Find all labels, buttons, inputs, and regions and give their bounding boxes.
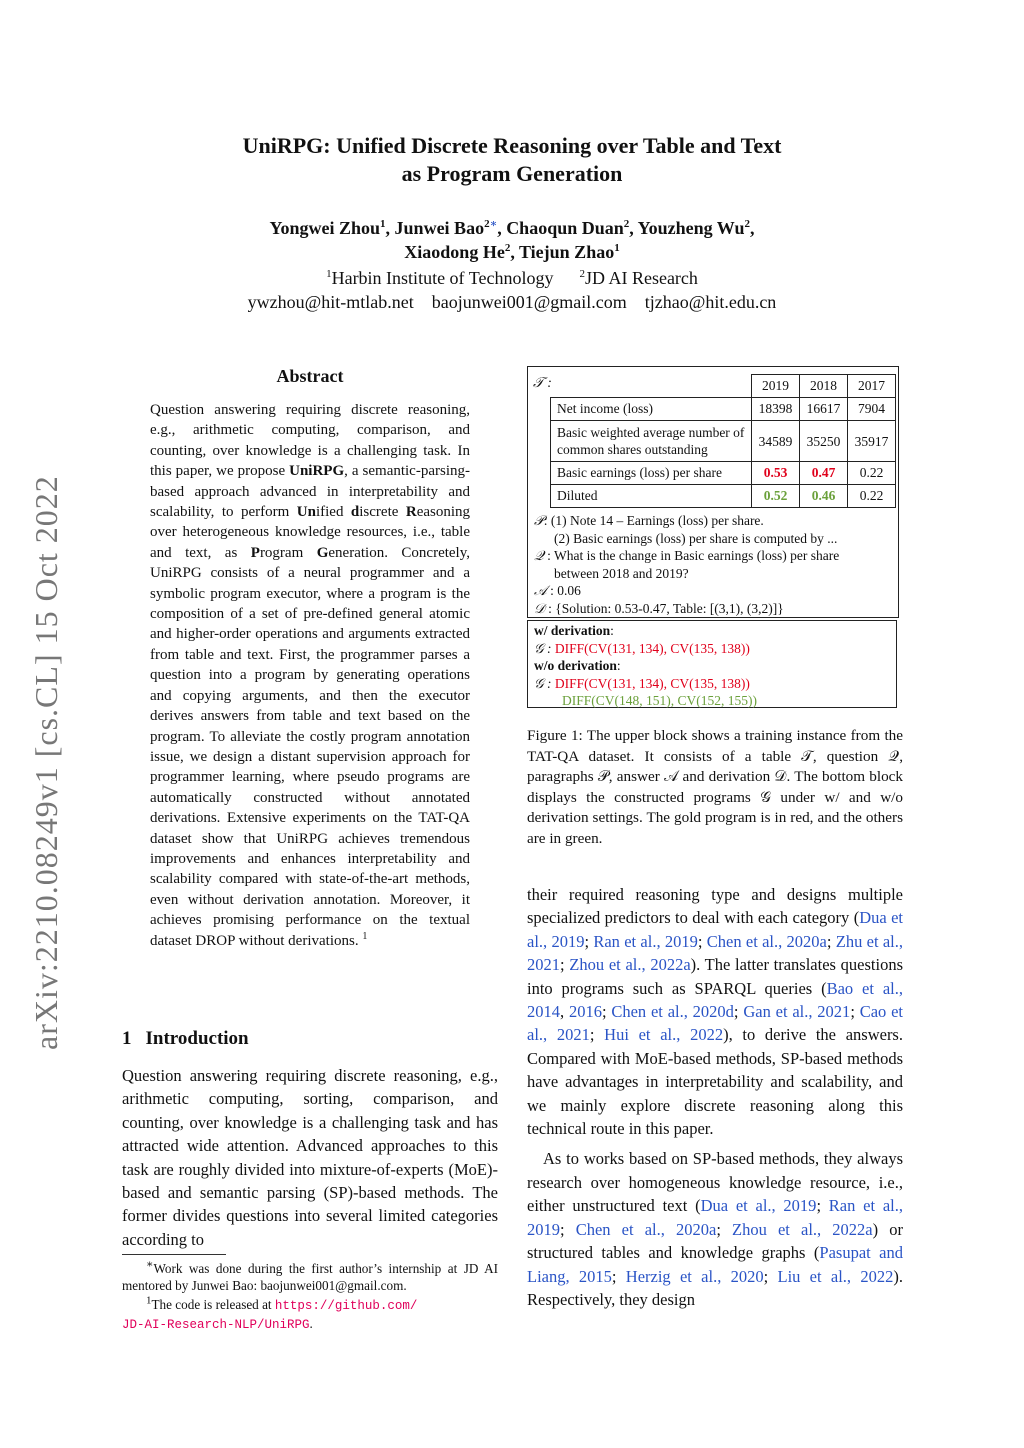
arxiv-sidebar: arXiv:2210.08249v1 [cs.CL] 15 Oct 2022 (28, 475, 64, 1050)
gold-program: DIFF(CV(131, 134), CV(135, 138)) (554, 675, 750, 691)
author: Junwei Bao (394, 218, 485, 238)
author-separator: , (385, 218, 395, 238)
financial-table (550, 374, 896, 508)
alt-value: 0.46 (800, 485, 848, 508)
author-affiliation-mark: 2 (623, 218, 630, 230)
right-column-text (527, 883, 903, 1311)
abstract-heading: Abstract (276, 366, 344, 386)
intro-paragraph: Question answering requiring discrete reasoning, e.g., arithmetic computing, sorting, comparison, and counting, over knowledge is a challenging task and has attracted wide attention. Advanced approaches to this task are roughly divided into mixture-of-experts (MoE)-based and semantic parsing (SP)-based methods. The former divides questions into several limited categories according to (122, 1066, 498, 1249)
citation-link[interactable]: 2016 (568, 1002, 602, 1022)
citation-link[interactable]: Zhou et al., 2022a (732, 1219, 873, 1239)
author: Tiejun Zhao (519, 242, 615, 262)
citation-link[interactable]: Gan et al., 2021 (743, 1002, 851, 1022)
citation-link[interactable]: Liu et al., 2022 (777, 1266, 894, 1286)
affiliation: JD AI Research (584, 268, 698, 288)
table-row: Basic earnings (loss) per share 0.53 0.47 0.22 (551, 462, 896, 485)
citation-link[interactable]: Chen et al., 2020a (575, 1219, 717, 1239)
footnote-rule (122, 1254, 226, 1255)
author-emails (0, 290, 1024, 314)
figure-meta: 𝒫: (1) Note 14 – Earnings (loss) per share. (2) Basic earnings (loss) per share is computed by ... 𝒬 : What is the change in Basic earnings (loss) per share between 2018 and 2019? 𝒜 : 0.06 𝒟 : {Solution: 0.53-0.47, Table: [(3,1), (3,2)]} (534, 513, 840, 616)
gold-program: DIFF(CV(131, 134), CV(135, 138)) (554, 640, 750, 656)
citation-link[interactable]: Hui et al., 2022 (604, 1025, 724, 1045)
author-affiliation-mark: 2 (504, 242, 511, 254)
citation-link[interactable]: Bao et al., 2014 (527, 978, 903, 1022)
author-affiliation-mark: 1 (380, 218, 386, 230)
author-separator: , (749, 218, 755, 238)
author-affiliation-mark: 2 (744, 218, 750, 230)
email: tjzhao@hit.edu.cn (644, 292, 777, 312)
author-separator: , (497, 218, 507, 238)
footnote-mark: 1 (362, 930, 368, 942)
author-separator: , (629, 218, 638, 238)
table-header-row (551, 375, 896, 398)
gold-value: 0.47 (800, 462, 848, 485)
paragraph: As to works based on SP-based methods, they always research over homogeneous knowledge resource, i.e., either unstructured text (Dua et al., 2019; Ran et al., 2019; Chen et al., 2020a; Zhou et al., 2022a) or structured tables and knowledge graphs (Pasupat and Liang, 2015; Herzig et al., 2020; Liu et al., 2022). Respectively, they design (527, 1149, 904, 1309)
citation-link[interactable]: Ran et al., 2019 (527, 1196, 903, 1239)
citation-link[interactable]: Zhou et al., 2022a (569, 955, 691, 975)
citation-link[interactable]: Zhu et al., 2021 (527, 931, 903, 975)
author: Youzheng Wu (637, 218, 745, 238)
citation-link[interactable]: Herzig et al., 2020 (625, 1266, 764, 1286)
citation-link[interactable]: Ran et al., 2019 (593, 931, 698, 951)
paragraph: their required reasoning type and designs multiple specialized predictors to deal with each category (Dua et al., 2019; Ran et al., 2019; Chen et al., 2020a; Zhu et al., 2021; Zhou et al., 2022a). The latter translates questions into programs such as SPARQL queries (Bao et al., 2014, 2016; Chen et al., 2020d; Gan et al., 2021; Cao et al., 2021; Hui et al., 2022), to derive the answers. Compared with MoE-based methods, SP-based methods have advantages in interpretability and scalability, and we mainly explore discrete reasoning along this technical route in this paper. (527, 885, 904, 1139)
year-header: 2017 (848, 375, 896, 398)
citation-link[interactable]: Cao et al., 2021 (527, 1002, 904, 1045)
author-affiliation-mark: 2∗ (484, 218, 498, 230)
gold-value: 0.53 (752, 462, 800, 485)
email: baojunwei001@gmail.com (431, 292, 627, 312)
affiliation: Harbin Institute of Technology (331, 268, 554, 288)
figure-programs-block: w/ derivation: 𝒢 : DIFF(CV(131, 134), CV(135, 138)) w/o derivation: 𝒢 : DIFF(CV(131, 134), CV(135, 138)) DIFF(CV(148, 151), CV(152, 155)) (527, 620, 897, 708)
table-row: Basic weighted average number of common shares outstanding 34589 35250 35917 (551, 421, 896, 462)
author: Xiaodong He (404, 242, 505, 262)
author-affiliation-mark: 1 (614, 242, 620, 254)
abstract-body: Question answering requiring discrete reasoning, e.g., arithmetic computing, comparison, and counting, over knowledge is a challenging task. In this paper, we propose UniRPG, a semantic-parsing-based approach advanced in interpretability and scalability, to perform Unified discrete Reasoning over heterogeneous knowledge resources, i.e., table and text, as Program Generation. Concretely, UniRPG consists of a neural programmer and a symbolic program executor, where a program is the composition of a set of pre-defined general atomic and higher-order operations and arguments extracted from table and text. First, the programmer parses a question into a program by generating operations and copying arguments, and then the executor derives answers from table and text based on the program. To alleviate the costly program annotation issue, we design a distant supervision approach for programmer learning, where pseudo programs are automatically constructed without annotated derivations. Extensive experiments on the TAT-QA dataset show that UniRPG achieves tremendous improvements and enhances interpretability and scalability compared with state-of-the-art methods, even without derivation annotation. Moreover, it achieves promising performance on the textual dataset DROP without derivations. $^1$ (150, 402, 471, 949)
author-separator: , (510, 242, 519, 262)
paper-title (0, 132, 1024, 188)
year-header: 2019 (752, 375, 800, 398)
year-header: 2018 (800, 375, 848, 398)
author: Yongwei Zhou (269, 218, 381, 238)
alt-program: DIFF(CV(148, 151), CV(152, 155)) (562, 693, 757, 708)
author-list (0, 216, 1024, 264)
section-heading: 1 Introduction (122, 1028, 249, 1049)
alt-value: 0.52 (752, 485, 800, 508)
citation-link[interactable]: Dua et al., 2019 (527, 908, 903, 951)
title-line-2: as Program Generation (401, 161, 623, 186)
affiliations: $^1$Harbin Institute of Technology $^2$JD AI Research (326, 268, 698, 288)
figure-caption: Figure 1: The upper block shows a training instance from the TAT-QA dataset. It consists of a table 𝒯, question 𝒬, paragraphs 𝒫, answer 𝒜 and derivation 𝒟. The bottom block displays the constructed programs 𝒢 under w/ and w/o derivation settings. The gold program is in red, and the others are in green. (527, 727, 903, 847)
code-url-link[interactable]: https://github.com/ JD-AI-Research-NLP/UniRPG (122, 1299, 418, 1332)
citation-link[interactable]: Chen et al., 2020d (611, 1002, 734, 1022)
title-line-1: UniRPG: Unified Discrete Reasoning over Table and Text (242, 133, 782, 158)
citation-link[interactable]: Pasupat and Liang, 2015 (527, 1243, 904, 1286)
citation-link[interactable]: Chen et al., 2020a (706, 931, 827, 951)
email: ywzhou@hit-mtlab.net (247, 292, 414, 312)
author: Chaoqun Duan (506, 218, 624, 238)
footnote-1: ∗Work was done during the first author’s internship at JD AI mentored by Junwei Bao: baojunwei001@gmail.com. (122, 1258, 498, 1293)
table-symbol: 𝒯 : (533, 376, 552, 391)
citation-link[interactable]: Dua et al., 2019 (700, 1196, 817, 1216)
table-row: Net income (loss) 18398 16617 7904 (551, 398, 896, 421)
footnote-2: $^1$The code is released at https://github.com/ JD-AI-Research-NLP/UniRPG. (122, 1294, 418, 1332)
table-row: Diluted 0.52 0.46 0.22 (551, 485, 896, 508)
